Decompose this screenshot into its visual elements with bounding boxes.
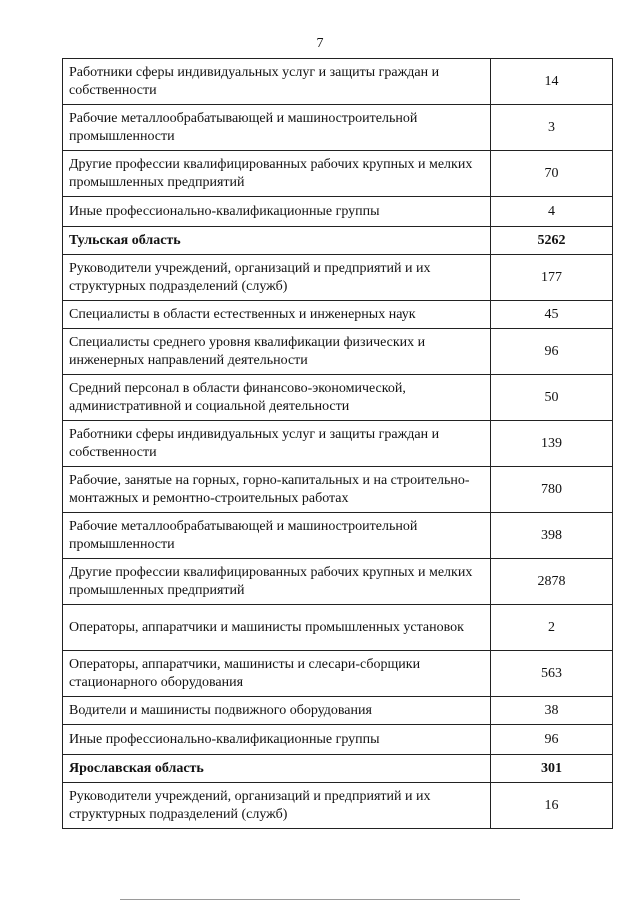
occupation-count: 2 xyxy=(491,605,613,651)
occupation-name: Средний персонал в области финансово-экономической, административной и социальной деятельности xyxy=(63,375,491,421)
region-row xyxy=(63,755,613,783)
table-row xyxy=(63,301,613,329)
occupation-name: Рабочие металлообрабатывающей и машиностроительной промышленности xyxy=(63,105,491,151)
occupation-name: Специалисты среднего уровня квалификации физических и инженерных направлений деятельности xyxy=(63,329,491,375)
occupation-count: 177 xyxy=(491,255,613,301)
region-name: Тульская область xyxy=(63,227,491,255)
occupation-name: Работники сферы индивидуальных услуг и защиты граждан и собственности xyxy=(63,421,491,467)
occupation-count: 70 xyxy=(491,151,613,197)
occupation-count: 139 xyxy=(491,421,613,467)
occupation-count: 2878 xyxy=(491,559,613,605)
occupation-name: Рабочие металлообрабатывающей и машиностроительной промышленности xyxy=(63,513,491,559)
table-row xyxy=(63,467,613,513)
table-row xyxy=(63,651,613,697)
region-total: 5262 xyxy=(491,227,613,255)
table-row xyxy=(63,151,613,197)
table-row xyxy=(63,697,613,725)
table-row xyxy=(63,421,613,467)
table-row xyxy=(63,725,613,755)
table-row xyxy=(63,329,613,375)
occupation-count: 563 xyxy=(491,651,613,697)
occupation-count: 3 xyxy=(491,105,613,151)
occupation-count: 780 xyxy=(491,467,613,513)
occupation-name: Иные профессионально-квалификационные группы xyxy=(63,197,491,227)
table-row xyxy=(63,105,613,151)
table-row xyxy=(63,197,613,227)
region-row xyxy=(63,227,613,255)
table-row xyxy=(63,255,613,301)
occupation-count: 45 xyxy=(491,301,613,329)
occupation-name: Другие профессии квалифицированных рабочих крупных и мелких промышленных предприятий xyxy=(63,559,491,605)
occupation-count: 14 xyxy=(491,59,613,105)
table-row xyxy=(63,605,613,651)
table-row xyxy=(63,59,613,105)
occupation-name: Иные профессионально-квалификационные группы xyxy=(63,725,491,755)
occupation-count: 96 xyxy=(491,725,613,755)
table-row xyxy=(63,513,613,559)
occupation-name: Рабочие, занятые на горных, горно-капитальных и на строительно-монтажных и ремонтно-строительных работах xyxy=(63,467,491,513)
region-total: 301 xyxy=(491,755,613,783)
occupation-name: Другие профессии квалифицированных рабочих крупных и мелких промышленных предприятий xyxy=(63,151,491,197)
region-name: Ярославская область xyxy=(63,755,491,783)
table-row xyxy=(63,375,613,421)
occupation-name: Специалисты в области естественных и инженерных наук xyxy=(63,301,491,329)
table-row xyxy=(63,559,613,605)
scan-bottom-edge xyxy=(120,899,520,900)
occupation-name: Операторы, аппаратчики и машинисты промышленных установок xyxy=(63,605,491,651)
occupation-name: Руководители учреждений, организаций и предприятий и их структурных подразделений (служб) xyxy=(63,255,491,301)
occupation-name: Работники сферы индивидуальных услуг и защиты граждан и собственности xyxy=(63,59,491,105)
table-row xyxy=(63,783,613,829)
page-number: 7 xyxy=(316,36,324,51)
occupation-count: 4 xyxy=(491,197,613,227)
occupation-count: 96 xyxy=(491,329,613,375)
occupation-name: Руководители учреждений, организаций и предприятий и их структурных подразделений (служб) xyxy=(63,783,491,829)
occupation-count: 50 xyxy=(491,375,613,421)
occupation-name: Водители и машинисты подвижного оборудования xyxy=(63,697,491,725)
occupation-table xyxy=(62,58,613,829)
occupation-count: 16 xyxy=(491,783,613,829)
occupation-count: 398 xyxy=(491,513,613,559)
occupation-count: 38 xyxy=(491,697,613,725)
occupation-name: Операторы, аппаратчики, машинисты и слесари-сборщики стационарного оборудования xyxy=(63,651,491,697)
